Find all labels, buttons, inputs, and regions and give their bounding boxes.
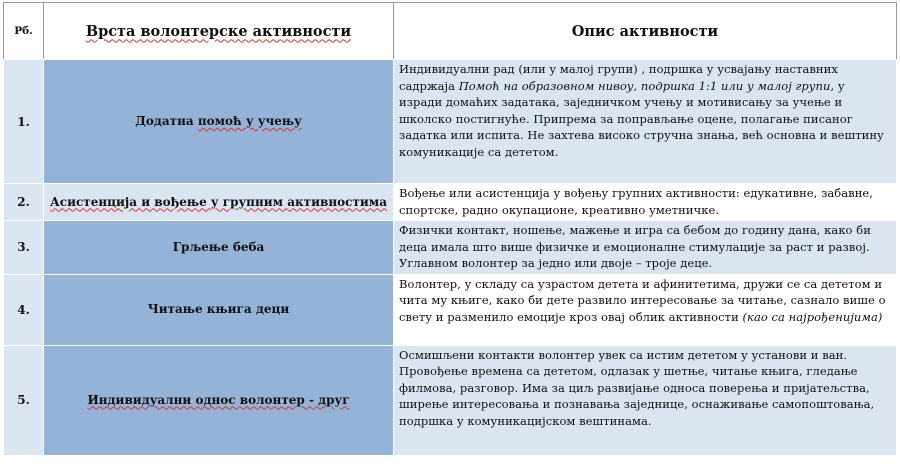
- activity-description: Вођење или асистенција у вођењу групних активности: едукативне, забавне, спортске, радно окупационе, креативно уметничке.: [394, 184, 897, 221]
- table-row: [4, 345, 897, 455]
- row-number: 3.: [4, 221, 44, 275]
- header-activity-description: Опис активности: [394, 3, 897, 60]
- table-row: [4, 274, 897, 345]
- table-header-row: [4, 3, 897, 60]
- row-number: 5.: [4, 345, 44, 455]
- activity-type: Додатна помоћ у учењу: [44, 60, 394, 184]
- header-number: Рб.: [4, 3, 44, 60]
- table-row: [4, 60, 897, 184]
- activity-type: Асистенција и вођење у групним активностима: [44, 184, 394, 221]
- activity-type: Грљење беба: [44, 221, 394, 275]
- activity-description: Волонтер, у складу са узрастом детета и афинитетима, дружи се са дететом и чита му књиге, како би дете развило интересовање за читање, сазнало више о свету и разменило емоције кроз овај облик активности (као са најрођенијима): [394, 274, 897, 345]
- table-row: [4, 221, 897, 275]
- row-number: 1.: [4, 60, 44, 184]
- activity-description: Физички контакт, ношење, мажење и игра са бебом до годину дана, како би деца имала што више физичке и емоционалне стимулације за раст и развој. Углавном волонтер за једно или двоје – троје деце.: [394, 221, 897, 275]
- activity-description: Осмишљени контакти волонтер увек са истим дететом у установи и ван. Провођење времена са дететом, одлазак у шетње, читање књига, гледање филмова, разговор. Има за циљ развијање односа поверења и пријатељства, ширење интересовања и познавања заједнице, оснаживање самопоштовања, подршка у комуникацијском вештинама.: [394, 345, 897, 455]
- table-row: [4, 184, 897, 221]
- activity-type: Индивидуални однос волонтер - друг: [44, 345, 394, 455]
- activity-description: Индивидуални рад (или у малој групи) , подршка у усвајању наставних садржаја Помоћ на образовном нивоу, подршка 1:1 или у малој групи, у изради домаћих задатака, заједничком учењу и мотивисању за учење и школско постигнуће. Припрема за поправљање оцене, полагање писаног задатка или испита. Не захтева високо стручна знања, већ основна и вештину комуникације са дететом.: [394, 60, 897, 184]
- volunteer-activities-table: [3, 2, 897, 456]
- row-number: 4.: [4, 274, 44, 345]
- activity-type: Читање књига деци: [44, 274, 394, 345]
- row-number: 2.: [4, 184, 44, 221]
- header-activity-type: Врста волонтерске активности: [44, 3, 394, 60]
